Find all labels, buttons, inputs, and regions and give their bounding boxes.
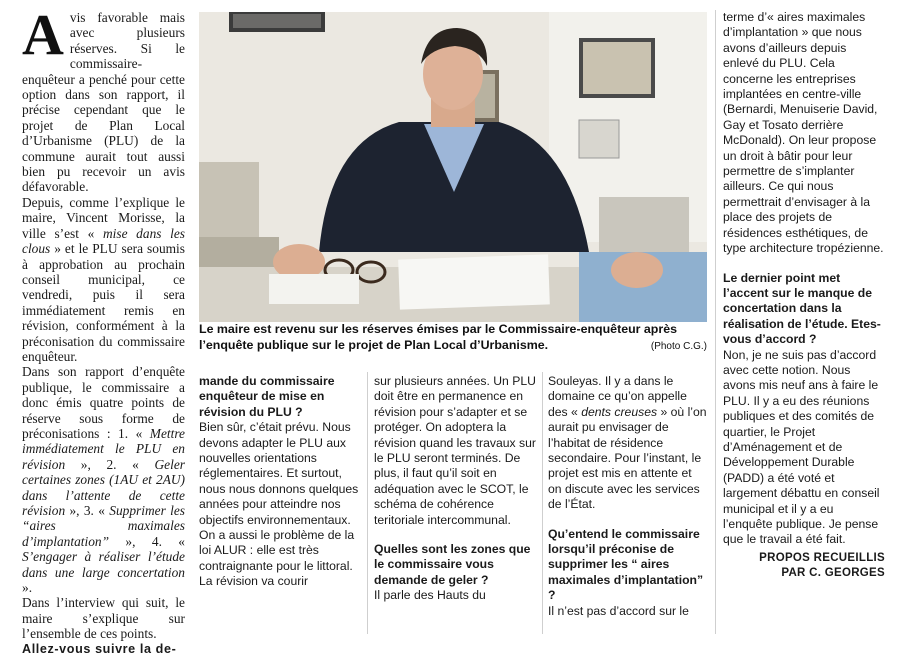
article-column-4	[548, 374, 708, 634]
question-1-end: mande du commissaire enquêteur de mise en révision du PLU ?	[199, 374, 335, 419]
article-column-5	[723, 10, 885, 634]
article-column-1	[22, 2, 185, 656]
answer-1: Bien sûr, c’était prévu. Nous devons adapter le PLU aux nouvelles orientations réglementaires. Et surtout, nous nous donnons quelques années pour atteindre nos objectifs environnementaux. On a aussi le problème de la loi ALUR : elle est très contraignante pour le littoral. La révision va courir	[199, 420, 359, 589]
signature-line-2: PAR C. GEORGES	[781, 566, 885, 579]
paragraph-2: Depuis, comme l’explique le maire, Vincent Morisse, la ville s’est « mise dans les clous » et le PLU sera soumis à approbation au prochain conseil municipal, ce vendredi, puis il sera immédiatement remis en révision, conformément à la préconisation du commissaire enquêteur.	[22, 194, 185, 364]
photo-caption	[199, 322, 707, 354]
photo-credit: (Photo C.G.)	[650, 340, 707, 352]
column-rule	[715, 10, 716, 634]
intro-paragraph: vis favorable mais avec plusieurs réserves. Si le commissaire-enquêteur a penché pour cette option dans son rapport, il précise cependant que le projet de Plan Local d’Urbanisme (PLU) de la commune aurait tout aussi bien pu recevoir un avis défavorable.	[22, 10, 185, 195]
photo-mayor	[199, 12, 707, 322]
question-3: Qu’entend le commissaire lorsqu’il préconise de supprimer les “ aires maximales d’implantation” ?	[548, 526, 704, 603]
question-2: Quelles sont les zones que le commissaire vous demande de geler ?	[374, 542, 531, 587]
answer-2-continued: Souleyas. Il y a dans le domaine ce qu’on appelle des « dents creuses » où l’on aurait pu envisager de l’habitat de résidence secondaire. Pour l’instant, le projet est mis en attente et on discute avec les services de l’État.	[548, 374, 707, 512]
paragraph-4: Dans l’interview qui suit, le maire s’explique sur l’ensemble de ces points.	[22, 595, 185, 642]
column-rule	[542, 372, 543, 634]
article-column-3	[374, 374, 536, 634]
answer-4: Non, je ne suis pas d’accord avec cette notion. Nous avons mis neuf ans à faire le PLU. Il y a eu des réunions publiques et des comités de quartier, le Projet d’Aménagement et de Développement Durable (PADD) a été voté et largement débattu en conseil municipal et il y a eu l’enquête publique. Je pense que le travail a été fait.	[723, 347, 880, 547]
question-4: Le dernier point met l’accent sur le manque de concertation dans la réalisation de l’étude. Etes-vous d’accord ?	[723, 270, 881, 347]
answer-3: Il n’est pas d’accord sur le	[548, 603, 689, 618]
caption-text: Le maire est revenu sur les réserves émises par le Commissaire-enquêteur après l’enquête publique sur le projet de Plan Local d’Urbanisme.	[199, 322, 677, 352]
drop-cap: A	[22, 2, 64, 67]
column-rule	[367, 372, 368, 634]
author-signature	[723, 551, 885, 581]
answer-2: Il parle des Hauts du	[374, 588, 486, 603]
article-column-2	[199, 374, 361, 634]
answer-1-continued: sur plusieurs années. Un PLU doit être en permanence en révision pour s’adapter et se protéger. On adoptera la révision quand les travaux sur le PLU seront terminés. De plus, il faut qu’il soit en adéquation avec le SCOT, le schéma de cohérence teritoriale intercommunal.	[374, 374, 536, 527]
question-1-start: Allez-vous suivre la de-	[22, 641, 177, 656]
mayor-photo-illustration	[199, 12, 707, 322]
signature-line-1: PROPOS RECUEILLIS	[759, 551, 885, 564]
paragraph-3: Dans son rapport d’enquête publique, le commissaire a donc émis quatre points de réserve sous forme de préconisations : 1. « Mettre immédiatement le PLU en révision », 2. « Geler certaines zones (1AU et 2AU) dans l’attente de cette révision », 3. « Supprimer les “aires maximales d’implantation” », 4. « S’engager à réaliser l’étude dans une large concertation ».	[22, 364, 185, 596]
answer-3-continued: terme d’« aires maximales d’implantation » que nous avons d’ailleurs depuis enlevé du PLU. Cela concerne les entreprises implantées en centre-ville (Bernardi, Menuiserie David, Gay et Tosato derrière McDonald). On leur propose un droit à bâtir pour leur permettre de s’implanter ailleurs. Ce qui nous permettrait d’envisager à la place des projets de résidences esthétiques, de type architecture tropézienne.	[723, 10, 884, 256]
